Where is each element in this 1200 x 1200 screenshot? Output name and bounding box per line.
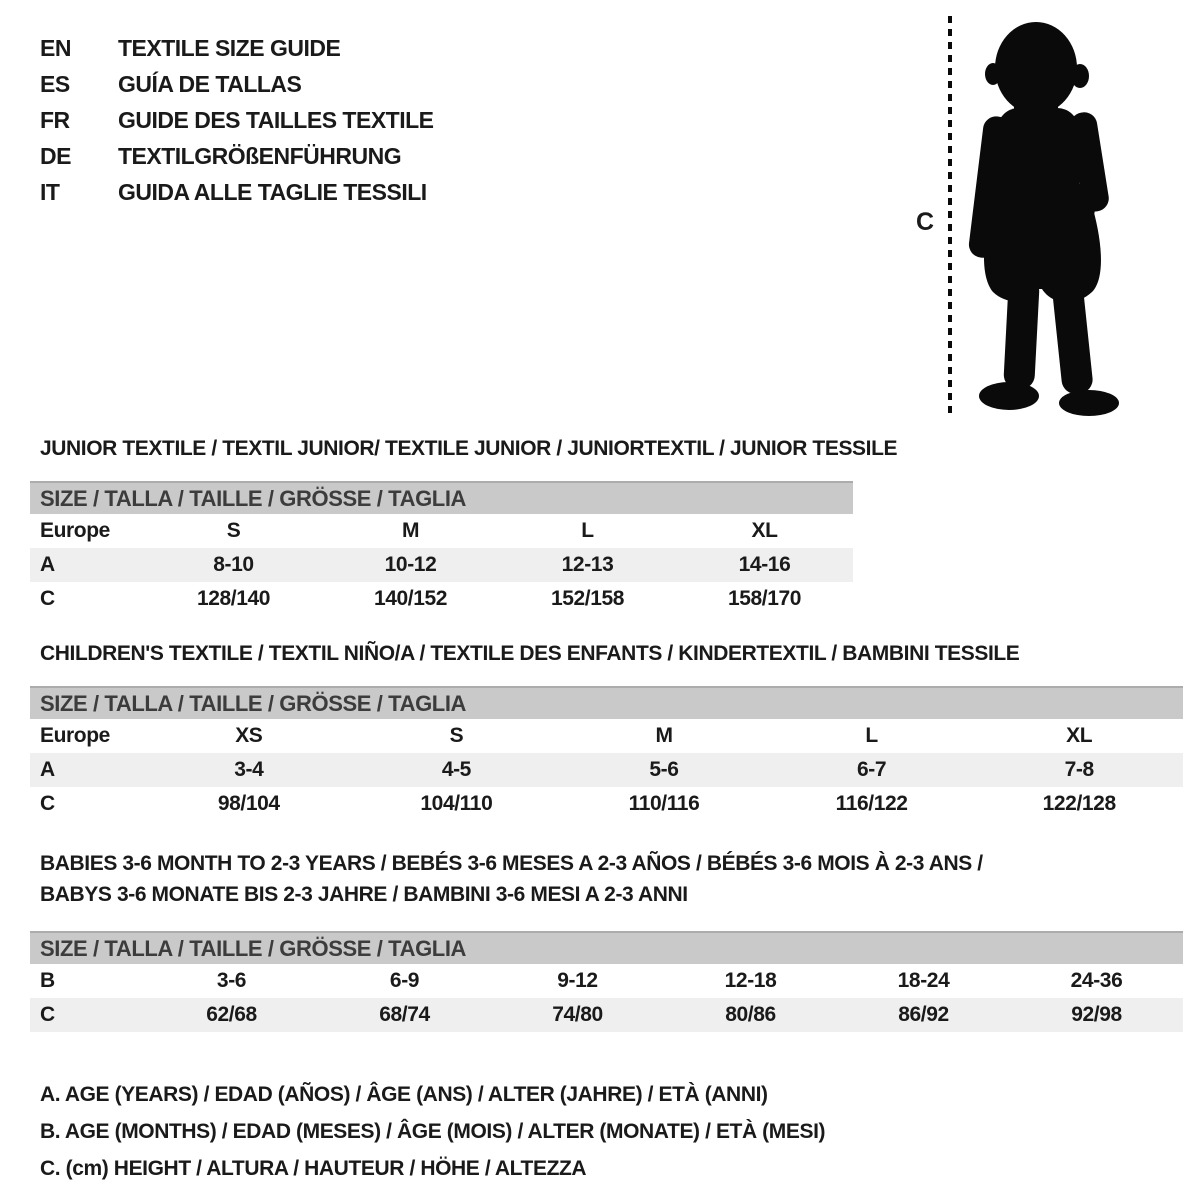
header [0,0,1200,430]
table-row [30,582,853,616]
guide-title-fr: GUIDE DES TAILLES TEXTILE [118,106,434,133]
row-label: A [40,553,55,576]
cell: S [449,724,464,747]
children-size-table-header: SIZE / TALLA / TAILLE / GRÖSSE / TAGLIA [30,686,1183,719]
cell: XL [751,519,778,542]
measure-c-label: C [916,208,935,236]
language-code: EN [40,34,71,61]
toddler-silhouette-icon [962,12,1144,417]
cell: 152/158 [550,587,625,610]
section-junior-textile [30,437,1200,616]
legend-line-b: B. AGE (MONTHS) / EDAD (MESES) / ÂGE (MOIS) / ALTER (MONATE) / ETÀ (MESI) [40,1120,826,1143]
table-row [30,998,1183,1032]
cell: 158/170 [727,587,802,610]
row-label: A [40,758,55,781]
cell: 62/68 [206,1003,257,1026]
language-row-es [40,66,434,102]
cell: 128/140 [196,587,271,610]
cell: 6-7 [857,758,887,781]
language-code: DE [40,142,71,169]
cell: 110/116 [628,792,700,815]
guide-title-de: TEXTILGRÖßENFÜHRUNG [118,142,402,169]
height-measure-figure [900,8,1170,420]
cell: M [401,519,420,542]
cell: 116/122 [835,792,908,815]
cell: 98/104 [217,792,280,815]
legend-line-c: C. (cm) HEIGHT / ALTURA / HAUTEUR / HÖHE / ALTEZZA [40,1157,587,1180]
cell: 12-18 [724,969,777,992]
cell: 122/128 [1042,792,1116,815]
children-section-title: CHILDREN'S TEXTILE / TEXTIL NIÑO/A / TEXTILE DES ENFANTS / KINDERTEXTIL / BAMBINI TESSILE [40,642,1020,665]
table-row [30,964,1183,998]
cell: 3-6 [216,969,247,992]
row-label: Europe [40,724,110,747]
section-childrens-textile [30,642,1200,821]
row-label: Europe [40,519,110,542]
row-label: C [40,792,55,815]
babies-section-title-line2: BABYS 3-6 MONATE BIS 2-3 JAHRE / BAMBINI 3-6 MESI A 2-3 ANNI [40,883,688,906]
children-size-table [30,686,1183,821]
cell: 140/152 [373,587,448,610]
cell: M [655,724,673,747]
cell: 92/98 [1071,1003,1122,1026]
cell: 12-13 [561,553,614,576]
cell: 3-4 [234,758,264,781]
height-dashed-line [948,16,952,416]
cell: 80/86 [725,1003,776,1026]
cell: 9-12 [557,969,598,992]
legend-line-a: A. AGE (YEARS) / EDAD (AÑOS) / ÂGE (ANS) / ALTER (JAHRE) / ETÀ (ANNI) [40,1083,768,1106]
table-row [30,719,1183,753]
language-row-fr [40,102,434,138]
table-row [30,548,853,582]
table-row [30,787,1183,821]
row-label: B [40,969,55,992]
cell: 68/74 [379,1003,430,1026]
cell: XL [1066,724,1093,747]
babies-size-table-header: SIZE / TALLA / TAILLE / GRÖSSE / TAGLIA [30,931,1183,964]
language-row-de [40,138,434,174]
cell: 86/92 [898,1003,949,1026]
language-code: ES [40,70,70,97]
cell: 18-24 [897,969,950,992]
measure-legend [40,1076,1200,1187]
language-code: IT [40,178,60,205]
cell: 6-9 [389,969,420,992]
cell: 4-5 [441,758,471,781]
junior-section-title: JUNIOR TEXTILE / TEXTIL JUNIOR/ TEXTILE JUNIOR / JUNIORTEXTIL / JUNIOR TESSILE [40,437,898,460]
cell: S [226,519,241,542]
section-babies-textile [30,848,1200,1032]
cell: XS [235,724,263,747]
cell: 10-12 [384,553,437,576]
cell: 104/110 [420,792,493,815]
table-row [30,753,1183,787]
cell: 24-36 [1070,969,1123,992]
babies-section-title-line1: BABIES 3-6 MONTH TO 2-3 YEARS / BEBÉS 3-6 MESES A 2-3 AÑOS / BÉBÉS 3-6 MOIS À 2-3 ANS / [40,852,983,875]
cell: 8-10 [213,553,254,576]
cell: 7-8 [1064,758,1094,781]
babies-size-table [30,931,1183,1032]
guide-title-en: TEXTILE SIZE GUIDE [118,34,341,61]
row-label: C [40,1003,55,1026]
language-row-it [40,174,434,210]
junior-size-table [30,481,853,616]
junior-size-table-header: SIZE / TALLA / TAILLE / GRÖSSE / TAGLIA [30,481,853,514]
language-row-en [40,30,434,66]
cell: L [865,724,878,747]
cell: 14-16 [738,553,791,576]
guide-title-it: GUIDA ALLE TAGLIE TESSILI [118,178,427,205]
language-code: FR [40,106,70,133]
cell: 74/80 [552,1003,603,1026]
language-list [40,30,434,210]
cell: L [581,519,594,542]
table-row [30,514,853,548]
cell: 5-6 [649,758,679,781]
guide-title-es: GUÍA DE TALLAS [118,70,302,97]
row-label: C [40,587,55,610]
